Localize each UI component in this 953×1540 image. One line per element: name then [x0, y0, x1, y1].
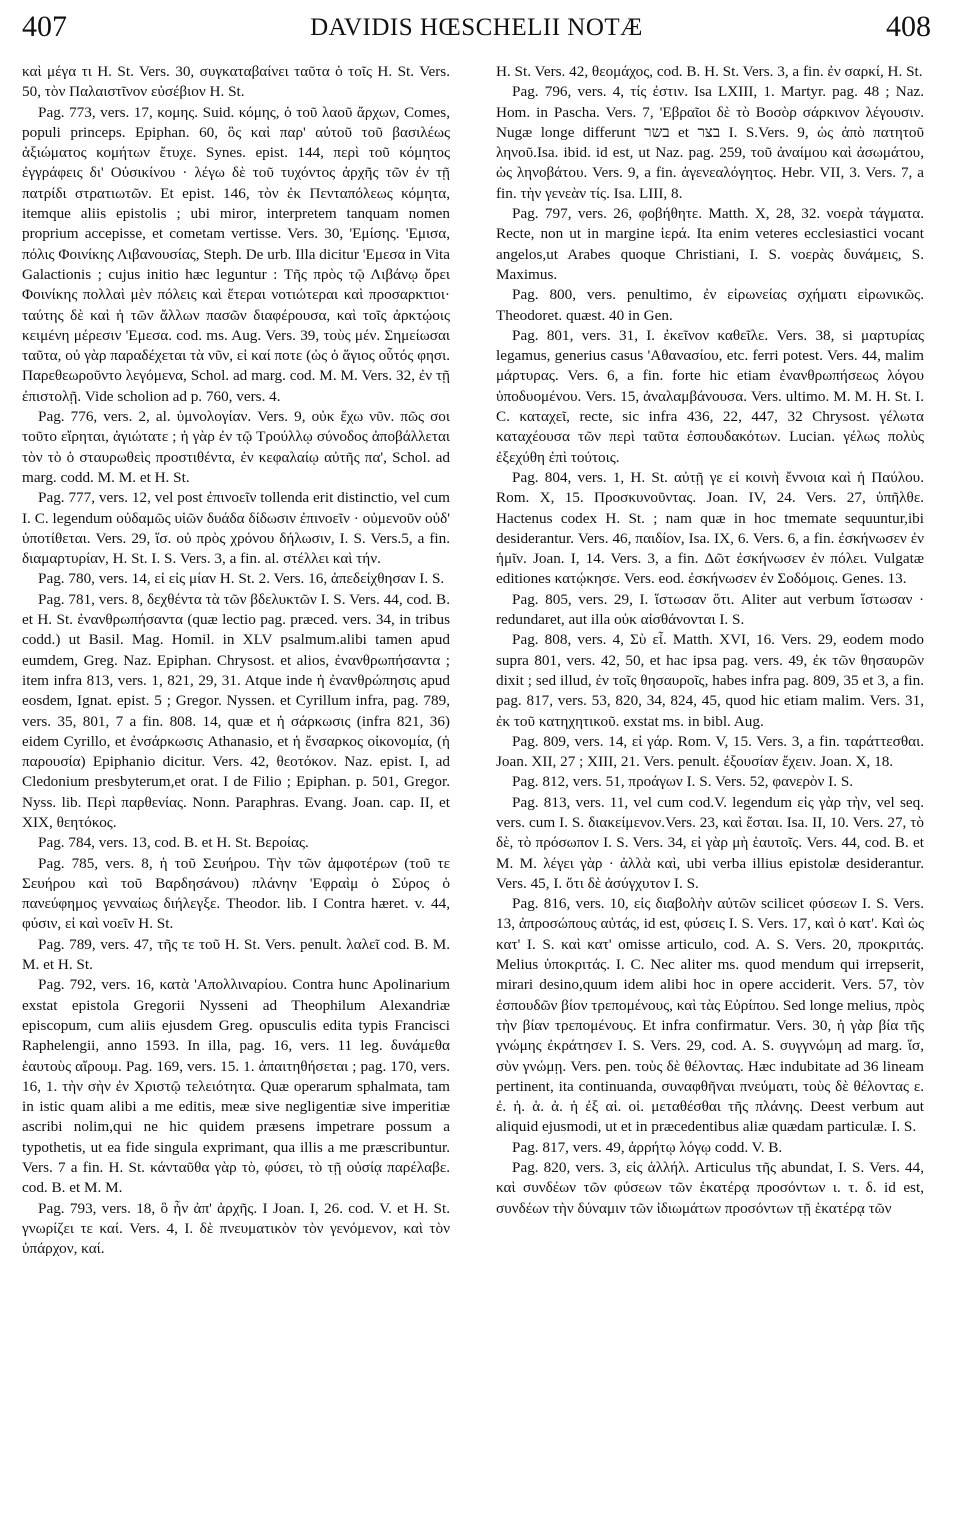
paragraph: Pag. 781, vers. 8, δεχθέντα τὰ τῶν βδελυκτῶν I. S. Vers. 44, cod. B. et H. St. ἐνανθρωπήσαντα (quæ lectio pag. præced. vers. 34, in tribus codd.) ut Basil. Mag. Homil. in XLV psalmum.alibi tamen apud eumdem, Greg. Naz. Epiphan. Chrysost. et alios, ἐνανθρωπήσαντα ; item infra 813, vers. 1, 821, 29, 31. Atque inde ἡ ἐνανθρώπησις apud eosdem, Ignat. epist. 5 ; Gregor. Nyssen. et Cyrillum infra, pag. 789, vers. 35, 801, 7 a fin. 808. 14, quæ et ἡ σάρκωσις (infra 821, 36) eidem Cyrillo, et ἐνσάρκωσις Athanasio, et ἡ ἔνσαρκος οἰκονομία, (ἡ παρουσία) Epiphanio dicitur. Vers. 42, θεοτόκον. Naz. epist. I, ad Cledonium presbyterum,et orat. I de Filio ; Epiphan. p. 501, Gregor. Nyss. lib. Περὶ παρθενίας. Nonn. Paraphras. Evang. Joan. cap. II, et XIX, θεητόκος. — [22, 590, 450, 831]
left-column — [22, 62, 450, 1540]
paragraph: Pag. 797, vers. 26, φοβήθητε. Matth. X, 28, 32. νοερὰ τάγματα. Recte, non ut in margine ἱερά. Ita enim veteres ecclesiastici vocant angelos,ut Arabes quoque Christiani, I. S. νοερὰς δυνάμεις, S. Maximus. — [496, 205, 924, 283]
paragraph: Pag. 801, vers. 31, I. ἐκεῖνον καθεῖλε. Vers. 38, si μαρτυρίας legamus, generius casus 'Αθανασίου, etc. ferri potest. Vers. 44, malim μάρτυρας. Vers. 6, a fin. forte hic etiam ἐνανθρωπήσεως λόγου ὑποδυομένου. Vers. 15, ἀναλαμβάνουσα. Vers. ultimo. M. M. H. St. I. C. καταχεῖ, recte, sic infra 436, 22, 447, 32 Chrysost. γέλωτα καταχέουσα τῶν περὶ ταῦτα ἐσπουδακότων. Lucian. γέλως πολὺς ἐξεχύθη ἐπὶ τούτοις. — [496, 326, 924, 466]
paragraph: Pag. 808, vers. 4, Σὺ εἶ. Matth. XVI, 16. Vers. 29, eodem modo supra 801, vers. 42, 50, et hac ipsa pag. vers. 49, ἐκ τῶν θησαυρῶν dixit ; sed illud, ἐν τοῖς θησαυροῖς, habes infra pag. 809, 35 et 3, a fin. pag. 817, vers. 53, 820, 34, 824, 45, quod hic etiam malim. Vers. 31, ἐκ τοῦ κατηχητικοῦ. exstat ms. in bibl. Aug. — [496, 631, 924, 730]
paragraph: Pag. 817, vers. 49, ἀρρήτῳ λόγῳ codd. V. B. — [512, 1138, 783, 1156]
right-column — [496, 62, 924, 1540]
paragraph: Pag. 820, vers. 3, εἰς ἀλλήλ. Articulus τῆς abundat, I. S. Vers. 44, καὶ συνδέων τῶν φύσεων τῶν ἑκατέρᾳ προσόντων ι. τ. δ. id est, συνδέων τὴν δύναμιν τῶν ἰδιωμάτων προσόντων τῇ ἑκατέρᾳ τῶν — [496, 1159, 924, 1217]
paragraph: Pag. 785, vers. 8, ἡ τοῦ Σευήρου. Τὴν τῶν ἀμφοτέρων (τοῦ τε Σευήρου καὶ τοῦ Βαρδησάνου) πλάνην 'Εφραὶμ ὁ Σύρος ὁ πανεύφημος γενναίως διήλεγξε. Theodor. lib. I Contra hæret. v. 44, φύσιν, εἰ καὶ νοεῖν H. St. — [22, 854, 450, 933]
paragraph: Pag. 816, vers. 10, εἰς διαβολὴν αὐτῶν scilicet φύσεων I. S. Vers. 13, ἀπροσώπους αὐτάς, id est, φύσεις I. S. Vers. 17, καὶ ὁ κατ'. Καὶ ὡς κατ' I. S. καὶ κατ' omisse articulo, cod. A. S. Vers. 20, προκριτάς. Melius ὑποκριτάς. I. C. Nec aliter ms. quod mendum qui irrepserit, mirari desino,quum idem alibi hoc in opere acciderit. Vers. 57, τὸν ἐσπουδῶν βίον τρεπομένους, καὶ τὰς Εὐρίπου. Sed longe melius, πρὸς τὴν βίαν τρεπομένους. Et infra confirmatur. Vers. 30, ἡ γὰρ βία τῆς γνώμης ἐκράτησεν I. S. Vers. 29, cod. A. S. συγγνώμη ad marg. ἵσ, σὺν γνώμῃ. Vers. pen. τοὺς δὲ θέλοντας. Hæc indubitate ad 36 lineam pertinent, ita continuanda, συναφθῆναι πνεύματι, τοὺς δὲ θέλοντας ε. ἐ. ἡ. ἁ. ἀ. ἡ ἐξ αἱ. οἱ. μεταθέσθαι τῆς πλάνης. Deest verbum aut aliquid ejusmodi, ut et in præcedentibus aliæ quædam particulæ. I. S. — [496, 895, 924, 1136]
paragraph: Pag. 805, vers. 29, I. ἵστωσαν ὅτι. Aliter aut verbum ἵστωσαν · redundaret, aut illa οὐκ αἰσθάνονται I. S. — [496, 590, 924, 629]
paragraph: καὶ μέγα τι H. St. Vers. 30, συγκαταβαίνει ταῦτα ὁ τοῖς H. St. Vers. 50, τὸν Παλαιστῖνον εὐσέβιον H. St. — [22, 63, 450, 101]
paragraph: Pag. 793, vers. 18, ὃ ἦν ἀπ' ἀρχῆς. I Joan. I, 26. cod. V. et H. St. γνωρίζει τε καί. Vers. 4, I. δὲ πνευματικὸν τὸν γενόμενον, καὶ τὸν ὑπάρχον, καί. — [22, 1199, 450, 1258]
paragraph: Pag. 796, vers. 4, τίς ἐστιν. Isa LXIII, 1. Martyr. pag. 48 ; Naz. Hom. in Pascha. Vers. 7, 'Εβραῖοι δὲ τὸ Βοσὸρ σάρκινον λέγουσιν. Nugæ longe differunt בשר et בצר I. S.Vers. 9, ὡς ἀπὸ πατητοῦ ληνοῦ.Isa. ibid. id est, ut Naz. pag. 259, τοῦ ἀναίμου καὶ ἀσωμάτου, ὡς ληνοβάτου. Vers. 9, a fin. ἀγενεαλόγητος. Hebr. VII, 3. Vers. 7, a fin. τὴν γενεὰν τίς. Isa. LIII, 8. — [496, 83, 924, 202]
running-title: DAVIDIS HŒSCHELII NOTÆ — [310, 14, 643, 41]
paragraph: Pag. 789, vers. 47, τῆς τε τοῦ H. St. Vers. penult. λαλεῖ cod. B. M. M. et H. St. — [22, 935, 450, 974]
running-header — [22, 10, 931, 50]
paragraph: Pag. 777, vers. 12, vel post ἐπινοεῖν tollenda erit distinctio, vel cum I. C. legendum οὐδαμῶς υἱῶν δυάδα δίδωσιν ἐπινοεῖν · οὐμενοῦν οὐδ' ὑποτίθεται. Vers. 29, ἵσ. οὐ πρὸς χρόνου δήλωσιν, I. S. Vers.5, a fin. διαμαρτυρίαν, H. St. I. S. Vers. 3, a fin. al. στέλλει καὶ τήν. — [22, 489, 450, 568]
page-number-right: 408 — [886, 10, 931, 43]
paragraph: H. St. Vers. 42, θεομάχος, cod. B. H. St. Vers. 3, a fin. ἐν σαρκί, H. St. — [496, 63, 923, 80]
paragraph: Pag. 784, vers. 13, cod. B. et H. St. Βεροίας. — [38, 834, 309, 852]
paragraph: Pag. 809, vers. 14, εἰ γάρ. Rom. V, 15. Vers. 3, a fin. ταράττεσθαι. Joan. XII, 27 ; XIII, 21. Vers. penult. ἐξουσίαν ἔχειν. Joan. X, 18. — [496, 732, 924, 771]
paragraph: Pag. 773, vers. 17, κομης. Suid. κόμης, ὁ τοῦ λαοῦ ἄρχων, Comes, populi princeps. Epiphan. 60, ὃς καὶ παρ' αὐτοῦ τοῦ βασιλέως ἀξιώματος κομήτων ἔτυχε. Synes. epist. 144, περὶ τοῦ κόμητος ἐγγράφεις δι' Οὐσικίνου · λέγω δὲ τοῦ τυχόντος ἀρχῆς τῶν ἐν τῇ πατρίδι στρατιωτῶν. Et epist. 146, τὸν ἐκ Πενταπόλεως κόμητα, itemque aliis epistolis ; ubi miror, interpretem tanquam nomen proprium accepisse, et cometam vertisse. Vers. 30, 'Εμίσης. 'Εμισα, πόλις Φοινίκης Λιβανουσίας, Steph. De urb. Illa dicitur 'Εμεσα in Vita Galactionis ; cujus initio hæc leguntur : Τῆς πρὸς τῷ Λιβάνῳ ὄρει Φοινίκης πολλαὶ μὲν πόλεις καὶ ἕτεραι νοτιώτεραι καὶ προσαρκτιοι· ταύτης δὲ καὶ ἡ τῶν ἄλλων πασῶν διαφέρουσα, καὶ τοῖς ἀρκτῴοις κειμένη μέρεσιν 'Εμεσα. cod. ms. Aug. Vers. 39, τοὺς μέν. Σημείωσαι ταῦτα, οὐ γὰρ παραδέχεται τὰ νῦν, εἰ καί ποτε (ὡς ὁ ἅγιος οὗτός φησι. Παρεθεωροῦντο λεγόμενα, Schol. ad marg. cod. M. M. Vers. 32, ἐν τῇ ἐπιστολῇ. Vide scholion ad p. 760, vers. 4. — [22, 103, 450, 405]
paragraph: Pag. 813, vers. 11, vel cum cod.V. legendum εἰς γὰρ τὴν, vel seq. vers. cum I. S. διακείμενον.Vers. 23, καὶ ἔσται. Isa. II, 10. Vers. 27, τὸ δὲ, τὸ πρόσωπον I. S. Vers. 34, εἰ γὰρ μὴ ἑαυτοῖς. Vers. 44, cod. B. et M. M. λέγει γὰρ · ἀλλὰ καὶ, ubi verba illius epistolæ desiderantur. Vers. 45, I. ὅτι δὲ ἀσύγχυτον I. S. — [496, 793, 924, 892]
paragraph: Pag. 812, vers. 51, προάγων I. S. Vers. 52, φανερὸν I. S. — [512, 773, 854, 791]
paragraph: Pag. 776, vers. 2, al. ὑμνολογίαν. Vers. 9, οὐκ ἔχω νῦν. πῶς σοι τοῦτο εἴρηται, ἁγιώτατε ; ἡ γὰρ ἐν τῷ Τρούλλῳ σύνοδος ἀποβάλλεται τὸν τὸ ὁ σταυρωθεὶς προστιθέντα, ἐν κεφαλαίῳ αὐτῆς πα', Schol. ad marg. codd. M. M. et H. St. — [22, 408, 450, 486]
paragraph: Pag. 804, vers. 1, H. St. αὐτῇ γε εἰ κοινὴ ἔννοια καὶ ἡ Παύλου. Rom. X, 15. Προσκυνοῦντας. Joan. IV, 24. Vers. 27, ὑπῆλθε. Hactenus codex H. St. ; nam quæ in hoc tmemate sequuntur,ibi desiderantur. Vers. 46, παιδίον, Isa. IX, 6. Vers. 6, a fin. ἐσκήνωσεν ἐν ἡμῖν. Joan. I, 14. Vers. 3, a fin. Δῶτ ἐσκήνωσεν ἐν πόλει. Vulgatæ editiones κατῴκησε. Vers. eod. ἐσκήνωσεν ἐν Σοδόμοις. Genes. 13. — [496, 468, 924, 588]
paragraph: Pag. 800, vers. penultimo, ἐν εἰρωνείας σχήματι εἰρωνικῶς. Theodoret. quæst. 40 in Gen. — [496, 286, 924, 324]
page-number-left: 407 — [22, 10, 67, 43]
paragraph: Pag. 792, vers. 16, κατὰ 'Απολλιναρίου. Contra hunc Apolinarium exstat epistola Gregorii Nysseni ad Theophilum Alexandriæ episcopum, cum aliis ejusdem Greg. opusculis edita typis Francisci Raphelengii, anno 1593. In illa, pag. 16, vers. 11 leg. δυνάμεθα ἑαυτοὺς αἴρουμ. Pag. 169, vers. 15. 1. ἀπαιτηθήσεται ; pag. 170, vers. 16, 1. τὴν σὴν ἐν Χριστῷ τελειότητα. Quæ operarum sphalmata, tam in istic quam alibi a me editis, meæ sive negligentiæ sive imperitiæ ascribi nolim,qui ne hic quidem præsens impetrare possum a typothetis, ut ea fide singula exprimant, qua illis a me præscribuntur. Vers. 7 a fin. H. St. κάνταῦθα γὰρ τὸ, φύσει, τὸ τῇ οὐσίᾳ παρέλαβε. cod. B. et M. M. — [22, 976, 450, 1197]
paragraph: Pag. 780, vers. 14, εἰ εἰς μίαν H. St. 2. Vers. 16, ἀπεδείχθησαν I. S. — [38, 570, 445, 588]
